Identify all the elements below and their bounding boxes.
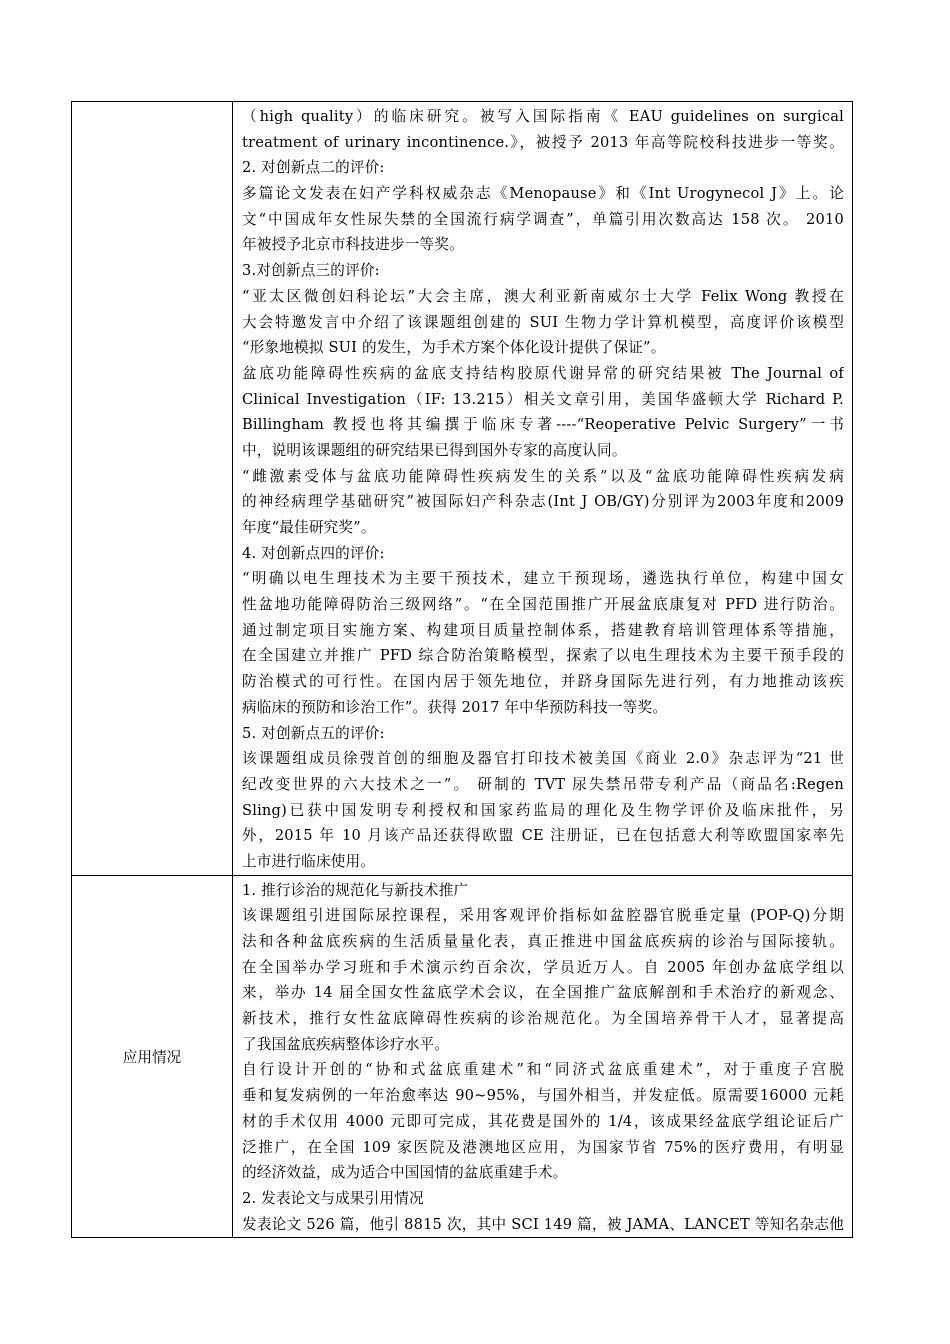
text-line: “明确以电生理技术为主要干预技术，建立干预现场，遴选执行单位，构建中国女 [242,570,844,588]
table-row-application [72,875,853,1238]
text-line: “亚太区微创妇科论坛”大会主席，澳大利亚新南威尔士大学 Felix Wong 教授在 [242,287,844,305]
text-line: 通过制定项目实施方案、构建项目质量控制体系，搭建教育培训管理体系等措施， [242,621,844,639]
text-line: 法和各种盆底疾病的生活质量量化表，真正推进中国盆底疾病的诊治与国际接轨。 [242,933,844,950]
text-line: 多篇论文发表在妇产学科权威杂志《Menopause》和《Int Urogynecol J》上。论 [242,185,844,203]
text-line: 垂和复发病例的一年治愈率达 90~95%，与国外相当，并发症低。原需要16000 元耗 [242,1087,844,1105]
evaluation-content [233,102,853,876]
text-line: 泛推广，在全国 109 家医院及港澳地区应用，为国家节省 75%的医疗费用，有明显 [242,1138,844,1156]
application-content [233,875,853,1238]
text-line: “形象地模拟 SUI 的发生，为手术方案个体化设计提供了保证”。 [242,339,666,357]
row-label-empty [72,102,233,876]
text-line: 2. 对创新点二的评价: [242,159,385,177]
text-line: 了我国盆底疾病整体诊疗水平。 [242,1035,450,1053]
text-line: 防治模式的可行性。在国内居于领先地位，并跻身国际先进行列，有力地推动该疾 [242,673,844,691]
text-line: 3.对创新点三的评价: [242,262,380,280]
text-line: 年被授予北京市科技进步一等奖。 [242,236,464,254]
text-line: 发表论文 526 篇，他引 8815 次，其中 SCI 149 篇，被 JAMA、LANCET 等知名杂志他 [242,1215,844,1233]
text-line: 该课题组引进国际尿控课程，采用客观评价指标如盆腔器官脱垂定量 (POP-Q)分期 [242,907,844,925]
text-line: 新技术，推行女性盆底障碍性疾病的诊治规范化。为全国培养骨干人才，显著提高 [242,1010,844,1028]
text-line: 材的手术仅用 4000 元即可完成，其花费是国外的 1/4，该成果经盆底学组论证后广 [242,1112,844,1130]
text-line: 5. 对创新点五的评价: [242,724,385,742]
text-line: 病临床的预防和诊治工作”。获得 2017 年中华预防科技一等奖。 [242,698,668,716]
document-table [71,101,853,1238]
text-line: 在全国建立并推广 PFD 综合防治策略模型，探索了以电生理技术为主要干预手段的 [242,647,844,665]
evaluation-lines [242,104,844,875]
application-lines [242,878,844,1238]
text-line: 1. 推行诊治的规范化与新技术推广 [242,881,469,899]
text-line: treatment of urinary incontinence.》，被授予 2013 年高等院校科技进步一等奖。 [242,133,844,151]
text-line: 文“中国成年女性尿失禁的全国流行病学调查”，单篇引用次数高达 158 次。 2010 [242,210,844,228]
text-line: 盆底功能障碍性疾病的盆底支持结构胶原代谢异常的研究结果被 The Journal of [242,364,844,382]
text-line: （high quality）的临床研究。被写入国际指南《 EAU guidelines on surgical [242,108,844,125]
text-line: Sling)已获中国发明专利授权和国家药监局的理化及生物学评价及临床批件，另 [242,801,844,819]
text-line: 自行设计开创的“协和式盆底重建术”和“同济式盆底重建术”，对于重度子宫脱 [242,1061,844,1079]
text-line: 纪改变世界的六大技术之一”。 研制的 TVT 尿失禁吊带专利产品（商品名:Regen [242,775,844,793]
text-line: 中，说明该课题组的研究结果已得到国外专家的高度认同。 [242,441,627,459]
row-label-application: 应用情况 [72,875,233,1238]
text-line: Billingham 教授也将其编撰于临床专著----“Reoperative Pelvic Surgery”一书 [242,416,844,434]
text-line: 上市进行临床使用。 [242,852,376,870]
text-line: 4. 对创新点四的评价: [242,544,385,562]
text-line: “雌激素受体与盆底功能障碍性疾病发生的关系”以及“盆底功能障碍性疾病发病 [242,467,844,485]
text-line: 大会特邀发言中介绍了该课题组创建的 SUI 生物力学计算机模型，高度评价该模型 [242,313,844,331]
text-line: 外，2015 年 10 月该产品还获得欧盟 CE 注册证，已在包括意大利等欧盟国家率先 [242,827,844,845]
text-line: 在全国举办学习班和手术演示约百余次，学员近万人。自 2005 年创办盆底学组以 [242,958,844,976]
text-line: 的神经病理学基础研究”被国际妇产科杂志(Int J OB/GY)分别评为2003年度和2009 [242,493,844,511]
text-line: 该课题组成员徐弢首创的细胞及器官打印技术被美国《商业 2.0》杂志评为“21 世 [242,750,844,768]
text-line: 2. 发表论文与成果引用情况 [242,1189,424,1207]
text-line: 年度“最佳研究奖”。 [242,519,376,536]
text-line: 的经济效益，成为适合中国国情的盆底重建手术。 [242,1164,568,1182]
text-line: Clinical Investigation（IF: 13.215）相关文章引用，美国华盛顿大学 Richard P. [242,390,844,408]
text-line: 性盆地功能障碍防治三级网络”。“在全国范围推广开展盆底康复对 PFD 进行防治。 [242,596,844,614]
text-line: 来，举办 14 届全国女性盆底学术会议，在全国推广盆底解剖和手术治疗的新观念、 [242,984,844,1002]
table-row-evaluation [72,102,853,876]
